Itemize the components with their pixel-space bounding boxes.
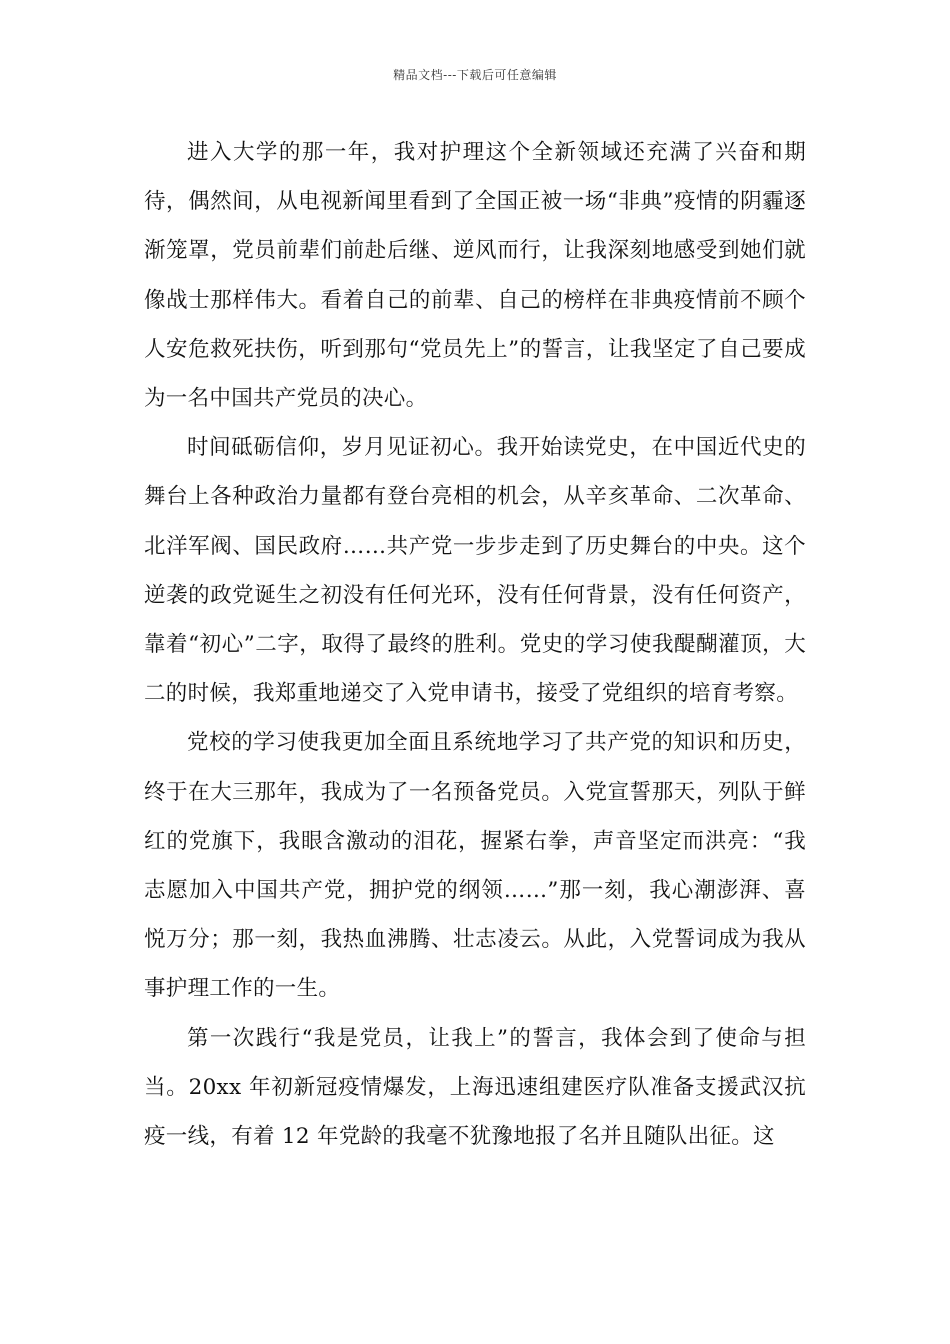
- paragraph: 进入大学的那一年，我对护理这个全新领域还充满了兴奋和期待，偶然间，从电视新闻里看到了全国正被一场“非典”疫情的阴霾逐渐笼罩，党员前辈们前赴后继、逆风而行，让我深刻地感受到她们就像战士那样伟大。看着自己的前辈、自己的榜样在非典疫情前不顾个人安危救死扶伤，听到那句“党员先上”的誓言，让我坚定了自己要成为一名中国共产党员的决心。: [144, 140, 806, 412]
- document-body: [144, 128, 806, 1161]
- paragraph: 第一次践行“我是党员，让我上”的誓言，我体会到了使命与担当。20xx 年初新冠疫情爆发，上海迅速组建医疗队准备支援武汉抗疫一线，有着 12 年党龄的我毫不犹豫地报了名并且随队出征。这: [144, 1025, 806, 1150]
- paragraph: 党校的学习使我更加全面且系统地学习了共产党的知识和历史，终于在大三那年，我成为了一名预备党员。入党宣誓那天，列队于鲜红的党旗下，我眼含激动的泪花，握紧右拳，声音坚定而洪亮：“我志愿加入中国共产党，拥护党的纲领……”那一刻，我心潮澎湃、喜悦万分；那一刻，我热血沸腾、壮志凌云。从此，入党誓词成为我从事护理工作的一生。: [144, 730, 806, 1002]
- page-header: 精品文档---下载后可任意编辑: [393, 68, 557, 82]
- paragraph: 时间砥砺信仰，岁月见证初心。我开始读党史，在中国近代史的舞台上各种政治力量都有登台亮相的机会，从辛亥革命、二次革命、北洋军阀、国民政府……共产党一步步走到了历史舞台的中央。这个逆袭的政党诞生之初没有任何光环，没有任何背景，没有任何资产，靠着“初心”二字，取得了最终的胜利。党史的学习使我醍醐灌顶，大二的时候，我郑重地递交了入党申请书，接受了党组织的培育考察。: [144, 435, 806, 707]
